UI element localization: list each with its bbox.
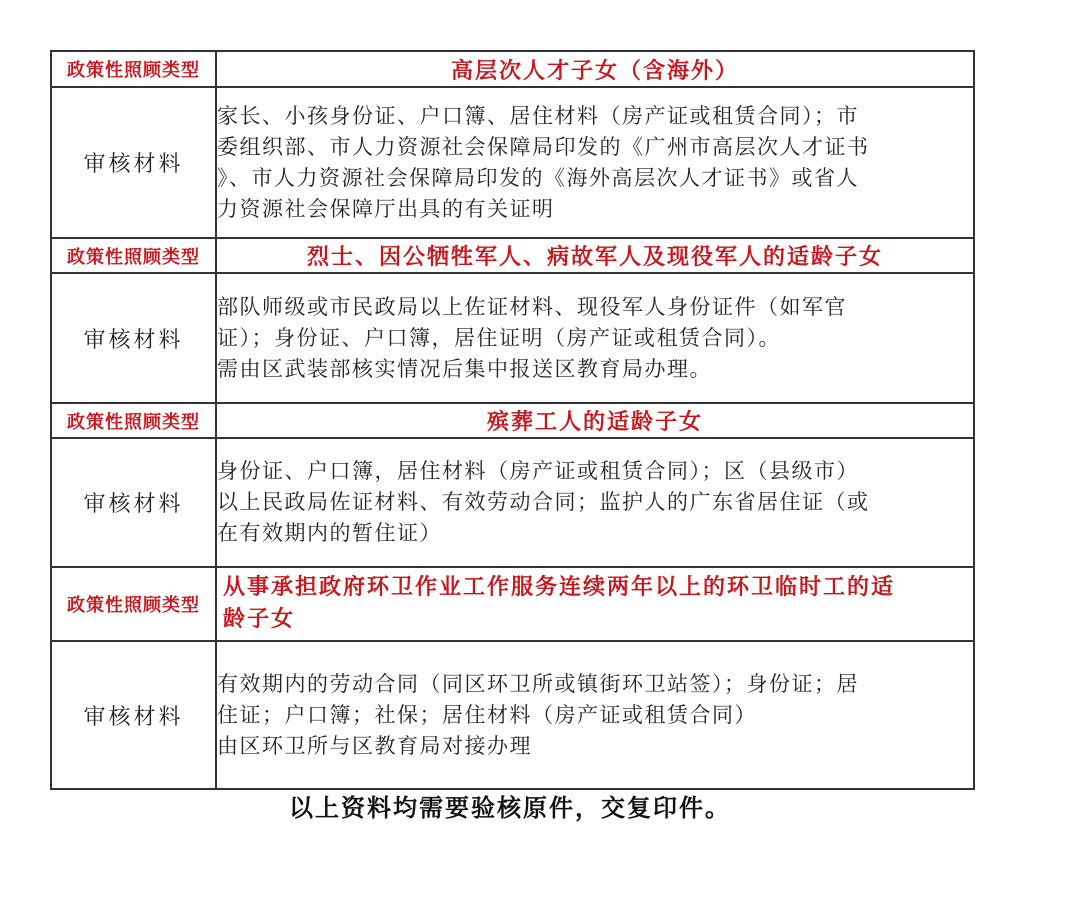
review-line: 证）；身份证、户口簿，居住证明（房产证或租赁合同）。 <box>217 325 781 350</box>
type-label-4: 政策性照顾类型 <box>51 567 216 641</box>
type-value-1: 高层次人才子女（含海外） <box>216 51 974 87</box>
review-materials-3 <box>216 438 974 567</box>
review-line: 部队师级或市民政局以上佐证材料、现役军人身份证件（如军官 <box>217 294 847 319</box>
footer-note: 以上资料均需要验核原件，交复印件。 <box>289 794 731 822</box>
review-line: 由区环卫所与区教育局对接办理 <box>217 733 532 758</box>
review-row-1 <box>51 87 974 238</box>
type-row-4 <box>51 567 974 641</box>
review-row-3 <box>51 438 974 567</box>
review-materials-2 <box>216 273 974 403</box>
type-label-1: 政策性照顾类型 <box>51 51 216 87</box>
review-label-4: 审核材料 <box>51 641 216 789</box>
type-value-2: 烈士、因公牺牲军人、病故军人及现役军人的适龄子女 <box>216 238 974 273</box>
type-value-3: 殡葬工人的适龄子女 <box>216 403 974 438</box>
type-value-line: 从事承担政府环卫作业工作服务连续两年以上的环卫临时工的适 <box>223 575 896 600</box>
review-label-2: 审核材料 <box>51 273 216 403</box>
type-row-2 <box>51 238 974 273</box>
policy-table <box>50 50 975 790</box>
review-label-3: 审核材料 <box>51 438 216 567</box>
review-row-4 <box>51 641 974 789</box>
review-line: 》、市人力资源社会保障局印发的《海外高层次人才证书》或省人 <box>217 165 859 190</box>
type-label-3: 政策性照顾类型 <box>51 403 216 438</box>
review-line: 以上民政局佐证材料、有效劳动合同；监护人的广东省居住证（或 <box>217 490 870 514</box>
type-row-3 <box>51 403 974 438</box>
review-line: 身份证、户口簿，居住材料（房产证或租赁合同）；区（县级市） <box>217 459 859 483</box>
review-line: 需由区武装部核实情况后集中报送区教育局办理。 <box>217 356 712 381</box>
review-label-1: 审核材料 <box>51 87 216 238</box>
review-row-2 <box>51 273 974 403</box>
type-value-4 <box>216 567 974 641</box>
review-line: 委组织部、市人力资源社会保障局印发的《广州市高层次人才证书 <box>217 134 870 159</box>
review-line: 住证；户口簿；社保；居住材料（房产证或租赁合同） <box>217 702 757 727</box>
review-line: 家长、小孩身份证、户口簿、居住材料（房产证或租赁合同）；市 <box>217 103 859 128</box>
review-line: 在有效期内的暂住证） <box>217 521 442 545</box>
type-value-line: 龄子女 <box>223 607 296 632</box>
review-materials-4 <box>216 641 974 789</box>
review-materials-1 <box>216 87 974 238</box>
review-line: 有效期内的劳动合同（同区环卫所或镇街环卫站签）；身份证；居 <box>217 671 859 696</box>
type-row-1 <box>51 51 974 87</box>
review-line: 力资源社会保障厅出具的有关证明 <box>217 196 555 221</box>
type-label-2: 政策性照顾类型 <box>51 238 216 273</box>
